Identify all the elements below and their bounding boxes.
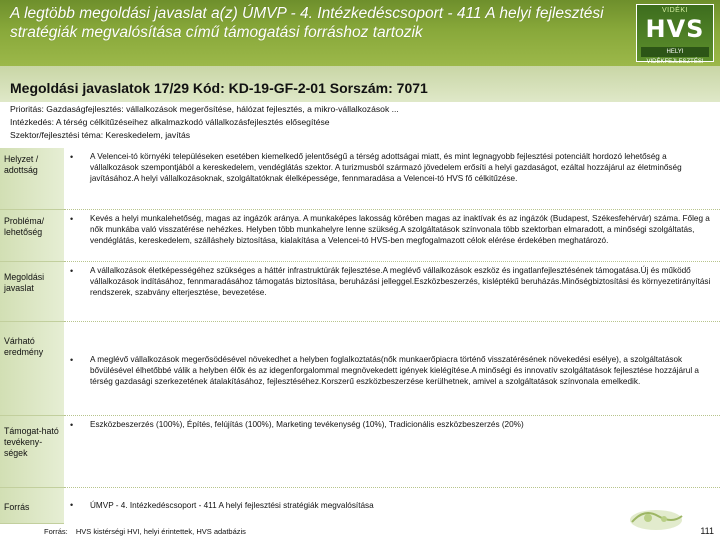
hvs-logo bbox=[636, 4, 714, 65]
row-label-text: Forrás bbox=[4, 502, 30, 512]
bullet-icon: • bbox=[70, 152, 74, 162]
page-number: 111 bbox=[700, 526, 714, 536]
source-text: HVS kistérségi HVI, helyi érintettek, HVS adatbázis bbox=[75, 527, 246, 536]
row-label-text: Helyzet / adottság bbox=[4, 154, 39, 175]
row-content bbox=[64, 416, 720, 488]
row-content bbox=[64, 488, 720, 524]
bullet-icon: • bbox=[70, 266, 74, 276]
bullet-icon: • bbox=[70, 355, 74, 365]
logo-top-text: VIDÉKI bbox=[662, 7, 688, 14]
row-label bbox=[0, 416, 64, 488]
row-text: Kevés a helyi munkalehetőség, magas az ingázók aránya. A munkaképes lakosság körében magas az inaktívak és az ingázók (Budapest, Székesfehérvár) száma. Főleg a nők munkába való visszatérése nehézkes. Helyben több munkahelyre lenne szükség.A szolgáltatások színvonala több szektorban elmaradott, a minőségi szolgáltatás, vendéglátás, kereskedelem, szálláshely biztosítása, kialakítása a Velencei-tó HVS-ben megfogalmazott célok elérése érdekében meghatározó. bbox=[90, 214, 710, 245]
sector-line: Szektor/fejlesztési téma: Kereskedelem, javítás bbox=[10, 130, 191, 140]
row-label-text: Megoldási javaslat bbox=[4, 272, 45, 293]
row-varhato bbox=[0, 322, 720, 416]
page-title: Megoldási javaslatok 17/29 Kód: KD-19-GF-2-01 Sorszám: 7071 bbox=[10, 80, 428, 96]
bullet-icon: • bbox=[70, 214, 74, 224]
row-label bbox=[0, 210, 64, 262]
row-content bbox=[64, 210, 720, 262]
row-label bbox=[0, 322, 64, 416]
row-label bbox=[0, 488, 64, 524]
row-label bbox=[0, 262, 64, 322]
header-title: A legtöbb megoldási javaslat a(z) ÚMVP - 4. Intézkedéscsoport - 411 A helyi fejlesztési stratégiák megvalósítása című támogatási forráshoz tartozik bbox=[10, 5, 604, 41]
row-tamogathato bbox=[0, 416, 720, 488]
priority-line: Prioritás: Gazdaságfejlesztés: vállalkozások megerősítése, hálózat fejlesztés, a mikro-vállalkozások ... bbox=[10, 104, 399, 114]
source-label: Forrás: bbox=[44, 527, 68, 536]
row-helyzet bbox=[0, 148, 720, 210]
bullet-icon: • bbox=[70, 420, 74, 430]
header-banner bbox=[0, 0, 720, 66]
bullet-icon: • bbox=[70, 500, 74, 510]
row-content bbox=[64, 148, 720, 210]
row-content bbox=[64, 322, 720, 416]
row-label-text: Támogat-ható tevékeny-ségek bbox=[4, 426, 59, 458]
footer-watermark-icon bbox=[624, 502, 688, 534]
row-forras bbox=[0, 488, 720, 524]
row-megoldasi bbox=[0, 262, 720, 322]
logo-bottom-text: HELYI VIDÉKFEJLESZTÉSI bbox=[641, 47, 709, 57]
row-label-text: Probléma/ lehetőség bbox=[4, 216, 45, 237]
row-text: Eszközbeszerzés (100%), Építés, felújítás (100%), Marketing tevékenység (10%), Tradicionális eszközbeszerzés (20%) bbox=[90, 420, 524, 429]
row-content bbox=[64, 262, 720, 322]
row-problema bbox=[0, 210, 720, 262]
footer-source bbox=[44, 527, 246, 536]
row-text: A meglévő vállalkozások megerősödésével növekedhet a helyben foglalkoztatás(nők munkaerőpiacra történő visszatérésének növekedési esélye), a szolgáltatások bővülésével élhetőbbé válik a helyben élők és az idegenforgalommal megnövekedett igények kielégítése.A minőségi és innovatív szolgáltatások fejlesztése hozzájárul a térség gazdasági szerkezetének átalakításához, fejlesztéséhez.Korszerű eszközbeszerzése kerülhetnek, amivel a szolgáltatások színvonala emelkedik. bbox=[90, 355, 699, 386]
row-label bbox=[0, 148, 64, 210]
row-label-text: Várható eredmény bbox=[4, 336, 44, 357]
row-text: A Velencei-tó környéki településeken esetében kiemelkedő jelentőségű a térség adottságai miatt, és mint legnagyobb fejlesztési potenciált hordozó lehetőség a vállalkozások szempontjából a kereskedelem, vendéglátás szektor. A turizmusból származó jövedelem erősíti a helyi gazdaságot, ezáltal hozzájárul az életminőség javításához.A helyi vállalkozásoknak, szolgáltatóknak élelképessége, fennmaradása a Velencei-tó HVS fő célkitűzése. bbox=[90, 152, 682, 183]
row-text: ÚMVP - 4. Intézkedéscsoport - 411 A helyi fejlesztési stratégiák megvalósítása bbox=[90, 501, 374, 510]
intervention-line: Intézkedés: A térség célkitűzéseihez alkalmazkodó vállalkozásfejlesztés elősegítése bbox=[10, 117, 330, 127]
row-text: A vállalkozások életképességéhez szükséges a háttér infrastruktúrák fejlesztése.A meglévő vállalkozások eszköz és ingatlanfejlesztésének támogatása.Új és működő vállalkozások indításához, fennmaradásához támogatás biztosítása, beruházási jelleggel.Eszközbeszerzés, kisléptékű beruházás.Minőségbiztosítási és környezetirányítási rendszerek, szabvány elterjesztése, bevezetése. bbox=[90, 266, 711, 297]
logo-main-text: HVS bbox=[645, 15, 705, 43]
